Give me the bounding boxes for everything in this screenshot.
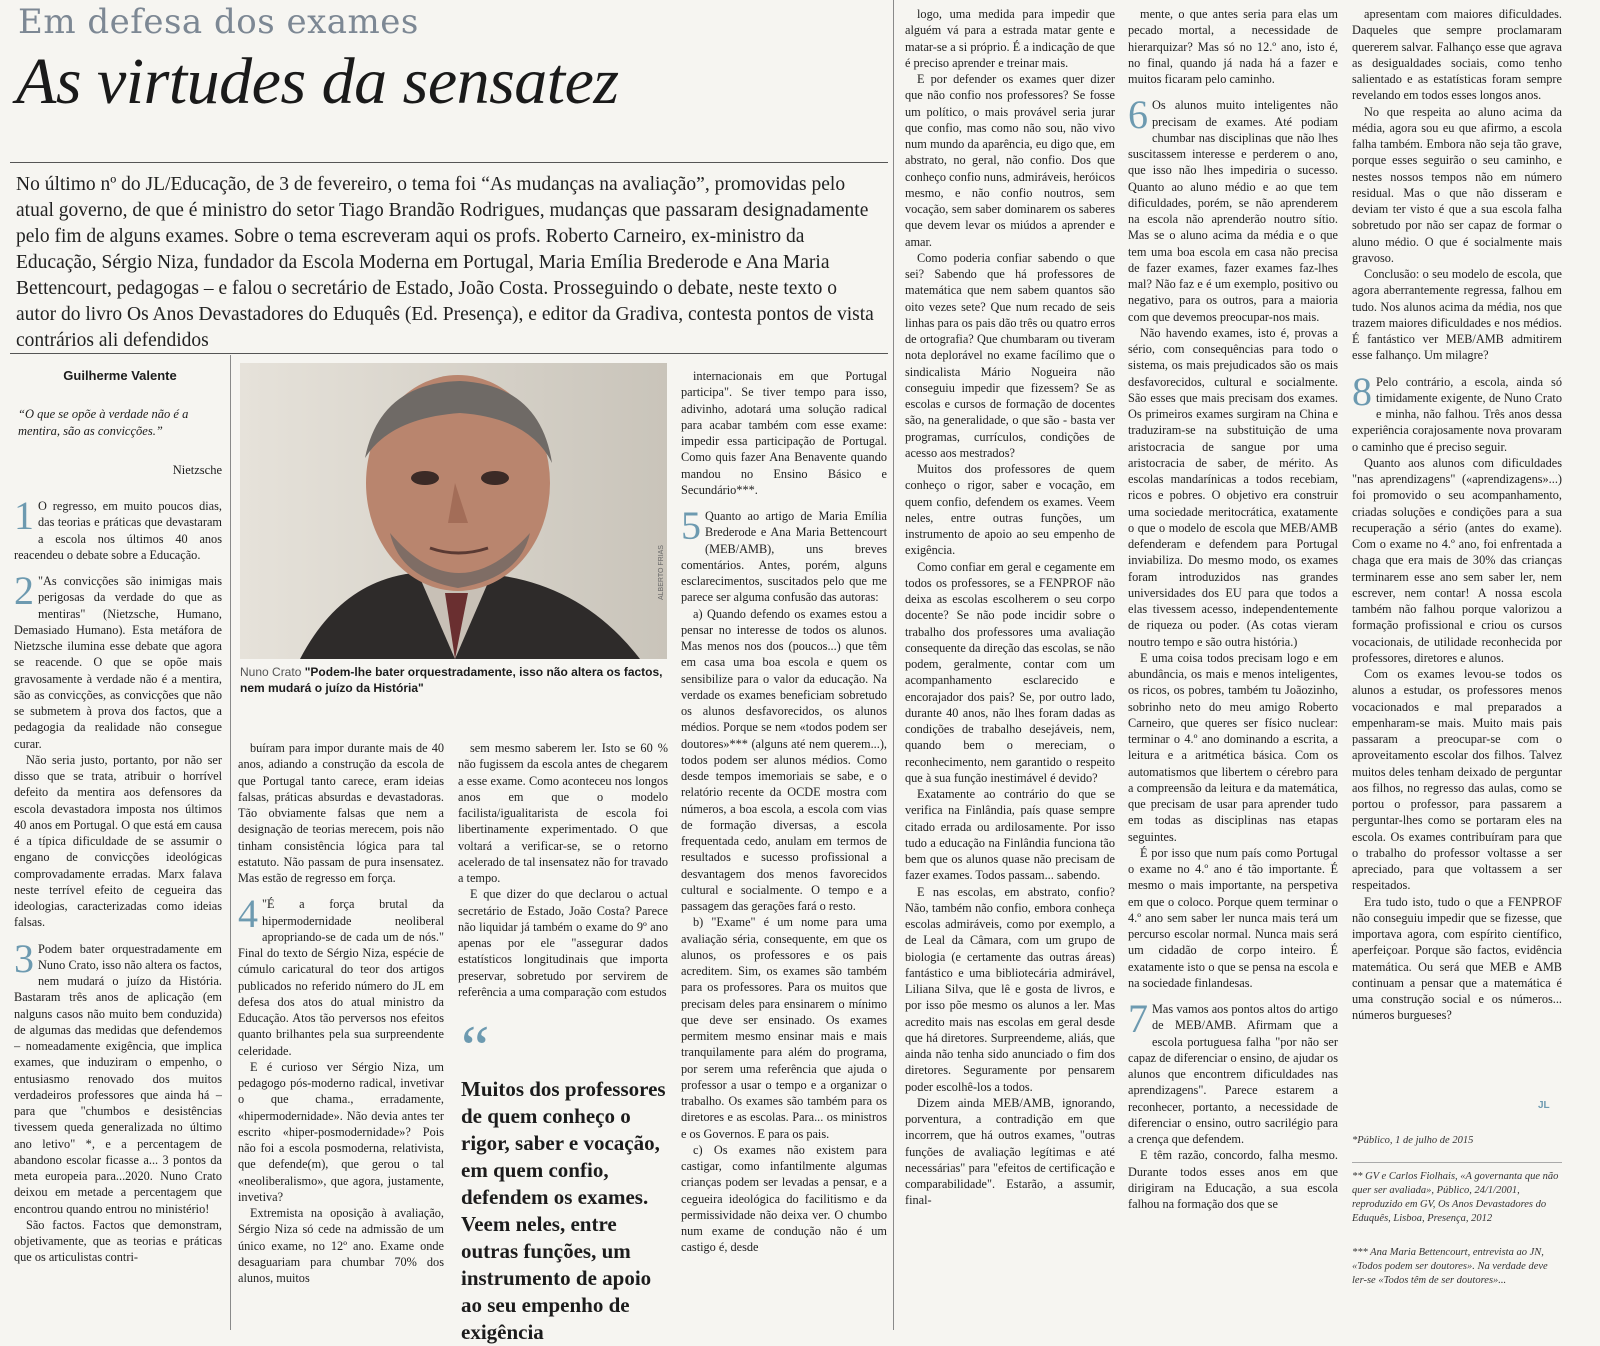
article-paragraph <box>238 1205 444 1286</box>
article-lead: No último nº do JL/Educação, de 3 de fevereiro, o tema foi “As mudanças na avaliação”, promovidas pelo atual governo, de que é ministro do setor Tiago Brandão Rodrigues, mudanças que passaram designadamente pelo fim de alguns exames. Sobre o tema escreveram aqui os profs. Roberto Carneiro, ex-ministro da Educação, Sérgio Niza, fundador da Escola Moderna em Portugal, Maria Emília Brederode e Ana Maria Bettencourt, pedagogas – e falou o secretário de Estado, João Costa. Prosseguindo o debate, neste texto o autor do livro Os Anos Devastadores do Eduquês (Ed. Presença), e editor da Gradiva, contesta pontos de vista contrários ali defendidos <box>16 174 874 351</box>
article-paragraph <box>14 498 222 563</box>
article-paragraph <box>905 786 1115 884</box>
article-paragraph <box>1352 666 1562 894</box>
column-2 <box>238 740 444 1330</box>
article-paragraph <box>905 884 1115 1095</box>
article-paragraph <box>458 886 668 1000</box>
article-paragraph <box>681 914 887 1142</box>
column-divider <box>230 355 231 1330</box>
article-paragraph <box>1352 455 1562 666</box>
paragraph-text: Era tudo isto, tudo o que a FENPROF não conseguiu impedir que se fizesse, que importava agora, com espírito científico, aperfeiçoar. Porque são factos, evidência matemática. Ou será que MEB e AMB continuam a pensar que a matemática é uma construção social e os números... números burgueses? <box>1352 894 1562 1023</box>
portrait-photo <box>240 363 667 659</box>
paragraph-text: Quanto aos alunos com dificuldades "nas aprendizagens" («aprendizagens»...) foi promovido o seu acompanhamento, criadas soluções e condições para a sua recuperação a sério (antes do exame). Com o exame no 4.º ano, foi enfrentada a chaga que era mais de 30% das crianças terminarem esse ano sem saber ler, nem escrever, nem contar! A nossa escola também não falhou porque valorizou a formação profissional e criou os cursos vocacionais, de utilidade reconhecida por professores, diretores e alunos. <box>1352 455 1562 665</box>
paragraph-text: sem mesmo saberem ler. Isto se 60 % não fugissem da escola antes de chegarem a esse exame. Como aconteceu nos longos anos em que o modelo facilista/igualitarista de escola foi libertinamente experimentado. O que voltará a verificar-se, se o retorno acelerado de tal insensatez não for travado a tempo. <box>458 741 668 885</box>
paragraph-text: E uma coisa todos precisam logo e em abundância, os mais e menos inteligentes, os ricos, os pobres, também tu Joãozinho, sobrinho neto do meu amigo Roberto Carneiro, que queres ser físico nuclear: terminar o 4.º ano dominando a escrita, a leitura e a aritmética básica. Com os automatismos que libertem o cérebro para a compreensão da leitura e da matemática, que precisam de usar para aprender tudo em todas as disciplinas nas etapas seguintes. <box>1128 650 1338 844</box>
pull-quote <box>461 1012 666 1346</box>
paragraph-text: E por defender os exames quer dizer que não confio nos professores? Se fosse um político, o mais provável seria jurar que confio, mas como não sou, não vivo num mundo da aparência, eu digo que, em abstrato, no geral, não confio. Dos que conheço confio nuns, admiráveis, heróicos mesmo, e não confio noutros, sem vocação, sem saber dominarem os saberes que devem levar os miúdos a aprender e amar. <box>905 72 1115 249</box>
photo-caption <box>240 664 667 696</box>
article-paragraph <box>681 606 887 915</box>
caption-quote: "Podem-lhe bater orquestradamente, isso não altera os factos, nem mudará o juízo da História" <box>240 665 663 695</box>
article-paragraph <box>1352 6 1562 104</box>
article-paragraph <box>905 1095 1115 1209</box>
paragraph-text: Mas vamos aos pontos altos do artigo de MEB/AMB. Afirmam que a escola portuguesa falha "por não ser capaz de diferenciar o ensino, de ajudar os alunos que encontrem dificuldades nas aprendizagens". Parece estarem a reconhecer, portanto, a necessidade de diferenciar o ensino, outro sacrilégio para a crença que defendem. <box>1128 1002 1338 1146</box>
column-6 <box>1128 6 1338 1330</box>
paragraph-text: "As convicções são inimigas mais perigosas da verdade do que as mentiras" (Nietzsche, Humano, Demasiado Humano). Esta metáfora de Nietzsche ilumina esse debate que agora se reacende. O que se opõe mais gravosamente à verdade não é a mentira, são as convicções, as convicções que não se submetem à prova dos factos, que a pedagogia da realidade não consegue curar. <box>14 574 222 751</box>
paragraph-text: Os alunos muito inteligentes não precisam de exames. Até podiam chumbar nas disciplinas que não lhes suscitassem interesse e perderem o ano, que isso não lhes impediria o sucesso. Quanto ao aluno médio e ao que tem dificuldades, porém, se não aprenderem na escola não aprenderão noutro sítio. Mas se o aluno acima da média e o que tem uma boa escola em casa não precisa de fazer exames, fazer exames faz-lhes mal? Não faz e é um exemplo, positivo ou negativo, para os outros, para a maioria com que devemos preocupar-nos mais. <box>1128 98 1338 324</box>
article-paragraph <box>1128 845 1338 991</box>
article-paragraph <box>1128 92 1338 325</box>
article-paragraph <box>238 891 444 1059</box>
article-paragraph <box>14 935 222 1217</box>
article-paragraph <box>1128 6 1338 87</box>
article-paragraph <box>238 1059 444 1205</box>
paragraph-text: São factos. Factos que demonstram, objetivamente, que as teorias e práticas que os articulistas contri- <box>14 1217 222 1265</box>
section-number: 8 <box>1352 368 1372 414</box>
column-divider <box>893 0 894 1330</box>
article-title: As virtudes da sensatez <box>16 45 619 118</box>
article-paragraph <box>1352 104 1562 267</box>
paragraph-text: E nas escolas, em abstrato, confio? Não, também não confio, embora conheça escolas admiráveis, como por exemplo, a de Leal da Câmara, com um grupo de biologia (e certamente das outras áreas) fantástico e uma bibliotecária admirável, Liliana Silva, que lê e gosta de livros, e por isso põe mesmo os alunos a ler. Mas acredito mais nas escolas em geral desde que há diretores. Surpreendeme, aliás, que ainda não tenha sido anunciado o fim dos diretores. Seguramente por pensarem poder escolhê-los a todos. <box>905 884 1115 1094</box>
paragraph-text: "É a força brutal da hipermodernidade neoliberal apropriando-se de cada um de nós." Final do texto de Sérgio Niza, espécie de cúmulo caricatural do teor dos artigos publicados no referido número do JL em defesa dos atos do atual ministro da Educação. Atos tão perversos nos efeitos quanto brilhantes pela sua surpreendente celeridade. <box>238 897 444 1058</box>
footnote-3: *** Ana Maria Bettencourt, entrevista ao JN, «Todos podem ser doutores». Na verdade deve ler-se «Todos têm de ser doutores»... <box>1352 1247 1548 1286</box>
caption-name: Nuno Crato <box>240 665 302 679</box>
section-number: 1 <box>14 498 34 538</box>
column-3 <box>458 740 668 1020</box>
paragraph-text: Com os exames levou-se todos os alunos a estudar, os professores menos vocacionados e mal preparados a empenharam-se mais. Muito mais pais passaram a preocupar-se com o aproveitamento escolar dos filhos. Talvez muitos deles tenham deixado de perguntar aos filhos, no regresso das aulas, como se portou o professor, para passarem a perguntar-lhes como se portaram eles na escola. Os exames contribuíram para que o trabalho do professor voltasse a ser apreciado, para que voltassem a ser respeitados. <box>1352 667 1562 893</box>
section-number: 4 <box>238 891 258 937</box>
paragraph-text: Dizem ainda MEB/AMB, ignorando, porventura, a contradição em que incorrem, que há outros exames, "outras funções de avaliação legítimas e até necessárias" para "efeitos de certificação e comparabilidade". Estarão, a assumir, final- <box>905 1095 1115 1208</box>
paragraph-text: Quanto ao artigo de Maria Emília Brederode e Ana Maria Bettencourt (MEB/AMB), uns breves comentários. Antes, porém, alguns esclarecimentos, suscitados pelo que me parece ser alguma confusão das autoras: <box>681 509 887 605</box>
paragraph-text: Muitos dos professores de quem conheço o rigor, saber e vocação, em quem confio, defendem os exames. Veem neles, entre outras funções, um instrumento de apoio ao seu empenho de exigência. <box>905 462 1115 558</box>
footnote-1: *Público, 1 de julho de 2015 <box>1352 1135 1474 1146</box>
article-paragraph <box>1352 894 1562 1024</box>
article-paragraph <box>1352 368 1562 455</box>
paragraph-text: Não seria justo, portanto, por não ser disso que se trata, atribuir o horrível defeito da mentira aos defensores da escola devastadora imposta nos últimos 40 anos em Portugal. O que está em causa é a típica dificuldade de se assumir o engano de convicções ideológicas comprovadamente erradas. Marx falava neste terrível efeito de cegueira das ideologias, caracterizadas como ideias falsas. <box>14 752 222 930</box>
paragraph-text: b) "Exame" é um nome para uma avaliação séria, consequente, em que os alunos, os professores e os pais acreditem. Sim, os exames são também para os professores. Para os muitos que precisam deles para ensinarem o mínimo que deve ser ensinado. Os exames permitem mesmo ensinar mais e mais tranquilamente para além do programa, por serem uma referência que ajuda o professor a usar o tempo e a organizar o trabalho. Os exames são também para os diretores e as escolas. Para... os ministros e os Governos. E para os pais. <box>681 915 887 1141</box>
paragraph-text: Conclusão: o seu modelo de escola, que agora aberrantemente regressa, falhou em tudo. Nos alunos acima da média, nos que trazem maiores dificuldades e nos médios. É fantástico ver MEB/AMB admitirem esse falhanço. Um milagre? <box>1352 267 1562 363</box>
end-mark: JL <box>1538 1100 1550 1111</box>
article-paragraph <box>1128 1147 1338 1212</box>
paragraph-text: E têm razão, concordo, falha mesmo. Durante todos esses anos em que dirigiram na Educação, a sua escola falhou na formação dos que se <box>1128 1148 1338 1211</box>
paragraph-text: apresentam com maiores dificuldades. Daqueles que sempre proclamaram quererem salvar. Falhanço esse que agrava as desigualdades sociais, como tenho salientado e as estatísticas foram sempre revelando em todos esses longos anos. <box>1352 7 1562 103</box>
paragraph-text: Exatamente ao contrário do que se verifica na Finlândia, país quase sempre citado errada ou ardilosamente. Por isso tudo a educação na Finlândia funciona tão bem que os alunos quase não precisam de fazer exames. Todos passam... sabendo. <box>905 787 1115 883</box>
article-paragraph <box>905 461 1115 559</box>
paragraph-text: Como poderia confiar sabendo o que sei? Sabendo que há professores de matemática que nem sabem quantos são oito vezes sete? Que num recado de seis linhas para os pais dão três ou quatro erros de ortografia? Que chumbaram ou tiveram nota deplorável no exame facílimo que o sindicalista Mário Nogueira não conseguiu impedir que fizessem? Se as escolas e cursos de formação de docentes são, na generalidade, o que são - basta ver programas, currículos, condições de acesso aos mestrados? <box>905 250 1115 460</box>
pull-quote-text: Muitos dos professores de quem conheço o rigor, saber e vocação, em quem confio, defendem os exames. Veem neles, entre outras funções, um instrumento de apoio ao seu empenho de exigência <box>461 1077 666 1344</box>
article-paragraph <box>14 1217 222 1266</box>
column-7 <box>1352 6 1562 1124</box>
paragraph-text: buíram para impor durante mais de 40 anos, adiando a construção da escola de que Portugal tanto carece, eram ideias falsas, práticas absurdas e devastadoras. Tão obviamente falsas que nem a designação de teorias merecem, pois não tinham consistência lógica para tal estatuto. Não passam de pura insensatez. Mas estão de regresso em força. <box>238 741 444 885</box>
section-number: 6 <box>1128 92 1148 138</box>
paragraph-text: Como confiar em geral e cegamente em todos os professores, se a FENPROF não deixa as escolas escolherem o seu corpo docente? Se não pode incidir sobre o trabalho dos professores uma avaliação consequente da direção das escolas, se não podem, geralmente, contar com um acompanhamento esclarecido e encorajador dos pais? Se, por outro lado, durante 40 anos, não lhes foram dadas as condições de trabalho desejáveis, nem, quando bem o mereciam, o reconhecimento, nem garantido o respeito que à sua função inestimável é devido? <box>905 559 1115 785</box>
paragraph-text: O regresso, em muito poucos dias, das teorias e práticas que devastaram a escola nos últimos 40 anos reacendeu o debate sobre a Educação. <box>14 499 222 562</box>
author-byline: Guilherme Valente <box>63 368 177 383</box>
header-rule <box>10 162 888 163</box>
quote-mark-icon: “ <box>461 1012 490 1083</box>
photo-credit: ALBERTO FRIAS <box>658 545 665 600</box>
paragraph-text: No que respeita ao aluno acima da média, agora sou eu que afirmo, a escola falha também. Embora não seja tão grave, porque esses seguirão o seu caminho, e nestes nossos tempos não em número residual. Mas o que não disseram e deviam ter visto é que a sua escola falha sobretudo por não ser capaz de formar o aluno médio. O que é socialmente mais gravoso. <box>1352 104 1562 265</box>
section-number: 5 <box>681 503 701 548</box>
article-paragraph <box>14 568 222 752</box>
epigraph: “O que se opõe à verdade não é a mentira, são as convicções.” <box>18 407 189 438</box>
paragraph-text: internacionais em que Portugal participa". Se tiver tempo para isso, adivinho, adotará uma solução radical para acabar também com esse exame: impedir essa participação de Portugal. Como quis fazer Ana Benavente quando mandou no Ensino Básico e Secundário***. <box>681 369 887 497</box>
article-paragraph <box>1128 325 1338 650</box>
paragraph-text: Não havendo exames, isto é, provas a sério, com consequências para todo o sistema, os mais prejudicados são os mais desfavorecidos, cultural e socialmente. São esses que mais precisam dos exames. Os primeiros exames surgiram na China e traduziram-se na substituição de uma aristocracia de sangue por uma aristocracia de saber, de mérito. As escolas mandarínicas a todos recebiam, ricos e pobres. O objetivo era construir uma sociedade meritocrática, exatamente o que o modelo de escola que MEB/AMB defenderam e defendem para Portugal inviabiliza. Do mesmo modo, os exames foram introduzidos nas grandes universidades dos EU para que todos a elas tivessem acesso, independentemente de riqueza ou poder. (As cotas vieram noutro tempo e são outra história.) <box>1128 325 1338 649</box>
paragraph-text: logo, uma medida para impedir que alguém vá para a estrada matar gente e matar-se a si próprio. É a indicação de que é preciso aprender e treinar mais. <box>905 7 1115 70</box>
paragraph-text: Podem bater orquestradamente em Nuno Crato, isso não altera os factos, nem mudará o juízo da História. Bastaram três anos de aplicação (em nalguns casos não muito bem conduzida) de algumas das medidas que defendemos – nomeadamente exigência, que implica exames, que induziram o empenho, o entusiasmo renovado dos muitos verdadeiros professores que ainda há – para que "chumbos e desistências tivessem queda generalizada no último ano letivo" *, e a percentagem de abandono escolar ficasse a... 3 pontos da meta europeia para...2020. Nuno Crato deixou em metade a percentagem que encontrou quando entrou no ministério! <box>14 941 222 1216</box>
article-paragraph <box>458 740 668 886</box>
article-paragraph <box>238 740 444 886</box>
article-paragraph <box>905 250 1115 461</box>
article-paragraph <box>905 6 1115 71</box>
section-number: 7 <box>1128 996 1148 1041</box>
section-number: 3 <box>14 935 34 981</box>
article-paragraph <box>681 503 887 606</box>
column-1 <box>14 498 222 1330</box>
paragraph-text: Extremista na oposição à avaliação, Sérgio Niza só cede na admissão de um único exame, no 12º ano. Exame onde desaguariam para chumbar 70% dos alunos, muitos <box>238 1206 444 1285</box>
article-paragraph <box>14 752 222 931</box>
section-number: 2 <box>14 568 34 613</box>
article-paragraph <box>905 559 1115 787</box>
paragraph-text: c) Os exames não existem para castigar, como infantilmente algumas crianças podem ser levadas a pensar, e a cegueira ideológica do facilitismo e da permissividade não deixa ver. O chumbo num exame de condução não é um castigo é, desde <box>681 1142 887 1255</box>
column-5 <box>905 6 1115 1330</box>
lead-rule <box>10 353 888 354</box>
paragraph-text: E é curioso ver Sérgio Niza, um pedagogo pós-moderno radical, invetivar o que chama., erradamente, «hipermodernidade». Não devia antes ter escrito «hiper-posmodernidade»? Pois não foi a escola posmoderna, relativista, que defende(m), que gerou o tal «neoliberalismo», que agora, justamente, invetiva? <box>238 1059 444 1204</box>
article-paragraph <box>1352 266 1562 364</box>
article-paragraph <box>681 368 887 498</box>
article-paragraph <box>905 71 1115 250</box>
footnote-rule <box>1352 1162 1562 1163</box>
article-paragraph <box>1128 650 1338 845</box>
paragraph-text: E que dizer do que declarou o actual secretário de Estado, João Costa? Parece não liquidar já também o exame do 9º ano apenas por ele "assegurar dados estatísticos longitudinais que importa preservar, sobretudo por servirem de referência a uma comparação com estudos <box>458 887 668 999</box>
article-paragraph <box>681 1142 887 1256</box>
paragraph-text: mente, o que antes seria para elas um pecado mortal, a necessidade de hierarquizar? Mas só no 12.º ano, isto é, no final, quando já nada há a fazer e muitos ficaram pelo caminho. <box>1128 7 1338 86</box>
paragraph-text: a) Quando defendo os exames estou a pensar no interesse de todos os alunos. Mas menos nos dos (poucos...) que têm em casa uma boa escola e quem os sensibilize para o valor da educação. Na verdade os exames beneficiam sobretudo os alunos desfavorecidos, os alunos médios. Porque se nem «todos podem ser doutores»*** (alguns até nem querem...), todos podem ser alunos médios. Como desde tempos imemoriais se sabe, e o relatório recente da OCDE mostra com números, a boa escola, a escola com vias de formação diversas, a escola frequentada cedo, anulam em termos de resultados e sucesso profissional a desvantagem dos menos favorecidos cultural e socialmente. O tempo e a passagem das gerações fará o resto. <box>681 606 887 913</box>
article-paragraph <box>1128 996 1338 1147</box>
portrait-illustration <box>240 363 667 659</box>
footnote-2: ** GV e Carlos Fiolhais, «A governanta que não quer ser avaliada», Público, 24/1/2001, reproduzido em GV, Os Anos Devastadores do Eduquês, Lisboa, Presença, 2012 <box>1352 1171 1559 1224</box>
article-kicker: Em defesa dos exames <box>18 2 419 42</box>
epigraph-source: Nietzsche <box>172 463 222 477</box>
paragraph-text: Pelo contrário, a escola, ainda só timidamente exigente, de Nuno Crato e minha, não falhou. Três anos dessa experiência corajosamente nova provaram o caminho que é preciso seguir. <box>1352 374 1562 454</box>
column-4 <box>681 368 887 1330</box>
paragraph-text: É por isso que num país como Portugal o exame no 4.º ano é tão importante. É mesmo o mais importante, na perspetiva em que o coloco. Porque quem terminar o 4.º ano sem saber ler nunca mais terá um percurso escolar normal. Nunca mais será um cidadão de corpo inteiro. É exatamente isto o que se pensa na escola e na sociedade finlandesas. <box>1128 845 1338 990</box>
